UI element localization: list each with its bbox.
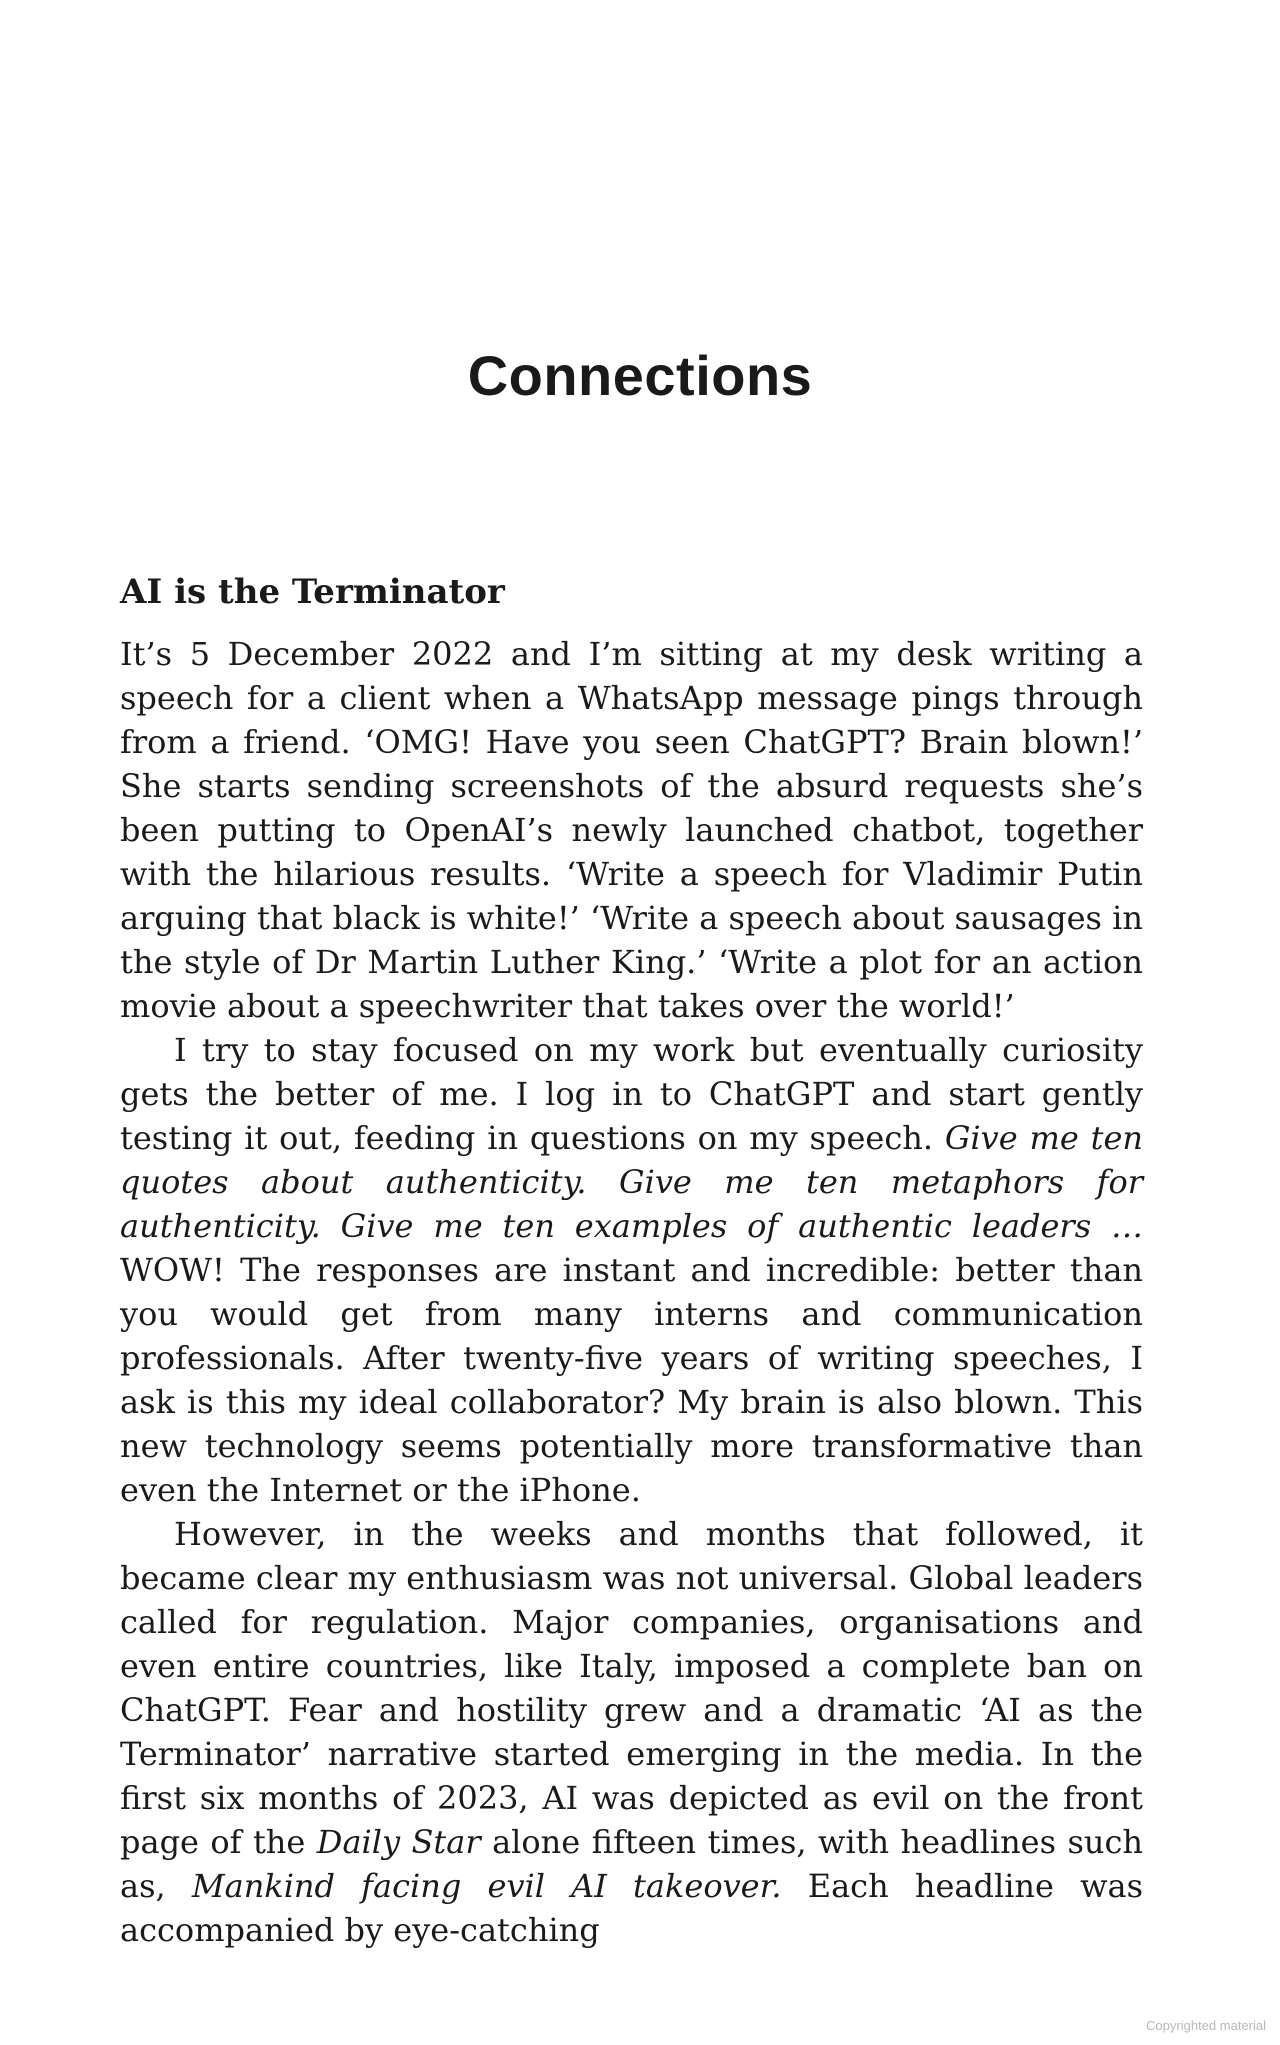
- copyright-watermark: Copyrighted material: [1146, 2018, 1266, 2033]
- paragraph-1-text: It’s 5 December 2022 and I’m sitting at my desk writing a speech for a client when a WhatsApp message pings through from a friend. ‘OMG! Have you seen ChatGPT? Brain blown!’ She starts sending screenshots of the absurd requests she’s been putting to OpenAI’s newly launched chatbot, together with the hilarious results. ‘Write a speech for Vladimir Putin arguing that black is white!’ ‘Write a speech about sausages in the style of Dr Martin Luther King.’ ‘Write a plot for an action movie about a speechwriter that takes over the world!’: [120, 635, 1143, 1025]
- paragraph-2-italic: Give me ten quotes about authenticity. Give me ten metaphors for authenticity. Give me ten examples of authentic leaders …: [120, 1119, 1144, 1245]
- paragraph-3-text-c: Each headline was accompanied by eye-catching: [120, 1867, 1144, 1949]
- paragraph-3: [120, 1512, 1143, 1952]
- body-text: [120, 570, 1143, 1952]
- paragraph-1: [120, 632, 1143, 1028]
- paragraph-2-text-b: WOW! The responses are instant and incredible: better than you would get from many interns and communication professionals. After twenty-five years of writing speeches, I ask is this my ideal collaborator? My brain is also blown. This new technology seems potentially more transformative than even the Internet or the iPhone.: [120, 1251, 1143, 1509]
- paragraph-3-text-a: However, in the weeks and months that followed, it became clear my enthusiasm was not universal. Global leaders called for regulation. Major companies, organisations and even entire countries, like Italy, imposed a complete ban on ChatGPT. Fear and hostility grew and a dramatic ‘AI as the Terminator’ narrative started emerging in the media. In the first six months of 2023, AI was depicted as evil on the front page of the: [120, 1515, 1143, 1861]
- section-heading: AI is the Terminator: [120, 572, 505, 612]
- paragraph-3-italic-headline: Mankind facing evil AI takeover.: [191, 1867, 782, 1905]
- paragraph-3-italic-daily-star: Daily Star: [316, 1823, 481, 1861]
- paragraph-2: [120, 1028, 1143, 1512]
- paragraph-3-text-b: alone fifteen times, with headlines such as,: [120, 1823, 1144, 1905]
- chapter-title: Connections: [467, 344, 813, 407]
- paragraph-2-text-a: I try to stay focused on my work but eventually curiosity gets the better of me. I log in to ChatGPT and start gently testing it out, feeding in questions on my speech.: [120, 1031, 1143, 1157]
